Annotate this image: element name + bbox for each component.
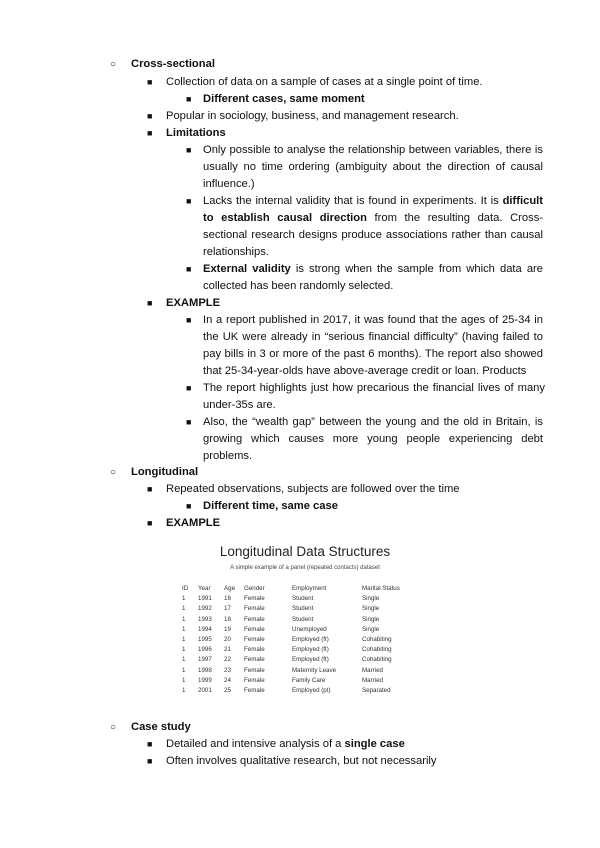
table-row xyxy=(182,676,404,686)
table-cell: Female xyxy=(244,656,265,664)
limitation-3: External validity is strong when the sample from which data are collected has been randomly selected. xyxy=(203,263,544,292)
figure-subtitle: A simple example of a panel (repeated contacts) dataset xyxy=(230,565,380,571)
table-cell: 21 xyxy=(224,646,231,654)
cross-definition: Collection of data on a sample of cases at a single point of time. xyxy=(166,76,483,88)
case-study-item-2: Often involves qualitative research, but not necessarily xyxy=(166,755,437,767)
table-cell: 1993 xyxy=(198,615,212,623)
table-cell: Separated xyxy=(362,687,391,695)
table-cell: Student xyxy=(292,615,314,623)
table-cell: 1 xyxy=(182,656,186,664)
table-cell: Employed (ft) xyxy=(292,646,329,654)
table-cell: 25 xyxy=(224,687,231,695)
heading-longitudinal: Longitudinal xyxy=(131,466,199,478)
longitudinal-definition: Repeated observations, subjects are followed over the time xyxy=(166,483,460,495)
table-cell: Female xyxy=(244,615,265,623)
square-bullet-icon: ■ xyxy=(147,518,153,528)
table-cell: Family Care xyxy=(292,676,326,684)
table-cell: Unemployed xyxy=(292,625,327,633)
square-bullet-icon: ■ xyxy=(186,417,192,427)
square-bullet-icon: ■ xyxy=(147,298,153,308)
table-cell: Student xyxy=(292,605,314,613)
table-cell: Employed (ft) xyxy=(292,636,329,644)
table-cell: 16 xyxy=(224,595,231,603)
table-cell: 1 xyxy=(182,595,186,603)
square-bullet-icon: ■ xyxy=(186,383,192,393)
square-bullet-icon: ■ xyxy=(186,501,192,511)
table-cell: 1 xyxy=(182,625,186,633)
limitation-2: Lacks the internal validity that is found in experiments. It is difficult to establish causal direction from the resulting data. Cross-sectional research designs produce associations rather than causal relationships. xyxy=(203,195,544,258)
case-study-item-1: Detailed and intensive analysis of a single case xyxy=(166,738,405,750)
table-cell: 22 xyxy=(224,656,231,664)
square-bullet-icon: ■ xyxy=(147,739,153,749)
table-cell: Employed (pt) xyxy=(292,687,331,695)
table-cell: Single xyxy=(362,615,380,623)
table-cell: 1 xyxy=(182,615,186,623)
longitudinal-data-figure xyxy=(180,540,430,708)
table-cell: 20 xyxy=(224,636,231,644)
square-bullet-icon: ■ xyxy=(186,145,192,155)
longitudinal-definition-sub: Different time, same case xyxy=(203,500,338,512)
table-cell: Cohabiting xyxy=(362,656,392,664)
cross-example-heading: EXAMPLE xyxy=(166,297,221,309)
table-cell: Female xyxy=(244,595,265,603)
table-cell: Cohabiting xyxy=(362,646,392,654)
heading-case-study: Case study xyxy=(131,721,191,733)
table-cell: Female xyxy=(244,625,265,633)
table-header-cell: Marital Status xyxy=(362,585,400,592)
table-header-cell: Age xyxy=(224,585,236,592)
table-cell: 2001 xyxy=(198,687,212,695)
table-cell: 1998 xyxy=(198,666,212,674)
table-row xyxy=(182,635,404,645)
table-cell: Female xyxy=(244,676,265,684)
square-bullet-icon: ■ xyxy=(147,111,153,121)
hollow-circle-bullet-icon: ○ xyxy=(110,59,117,70)
table-row xyxy=(182,625,404,635)
table-cell: 1 xyxy=(182,646,186,654)
table-cell: 1 xyxy=(182,676,186,684)
table-cell: 1 xyxy=(182,636,186,644)
table-cell: Single xyxy=(362,605,380,613)
example-2: The report highlights just how precarious the financial lives of many under-35s are. xyxy=(203,382,545,411)
table-row xyxy=(182,615,404,625)
table-cell: Female xyxy=(244,687,265,695)
table-header-cell: ID xyxy=(182,585,189,592)
table-cell: 1992 xyxy=(198,605,212,613)
table-row xyxy=(182,655,404,665)
table-cell: 24 xyxy=(224,676,231,684)
limitations-heading: Limitations xyxy=(166,127,226,139)
table-cell: Employed (ft) xyxy=(292,656,329,664)
hollow-circle-bullet-icon: ○ xyxy=(110,467,117,478)
figure-title: Longitudinal Data Structures xyxy=(219,544,391,559)
table-cell: Female xyxy=(244,636,265,644)
table-header-cell: Gender xyxy=(244,585,265,592)
table-cell: 1997 xyxy=(198,656,212,664)
table-cell: 1999 xyxy=(198,676,212,684)
cross-popular: Popular in sociology, business, and management research. xyxy=(166,110,459,122)
example-1: In a report published in 2017, it was found that the ages of 25-34 in the UK were already in “serious financial difficulty” (having failed to pay bills in 3 or more of the past 6 months). The report also showed that 25-34-year-olds have above-average credit or loan. Products xyxy=(203,314,543,377)
table-cell: 1996 xyxy=(198,646,212,654)
square-bullet-icon: ■ xyxy=(186,94,192,104)
table-cell: Single xyxy=(362,595,380,603)
table-cell: Maternity Leave xyxy=(292,666,337,674)
table-cell: Female xyxy=(244,666,265,674)
example-3: Also, the “wealth gap” between the young and the old in Britain, is growing which causes more young people experiencing debt problems. xyxy=(203,416,543,462)
table-cell: 1991 xyxy=(198,595,212,603)
table-row xyxy=(182,686,404,696)
table-row xyxy=(182,666,404,676)
table-header-cell: Employment xyxy=(292,585,327,592)
square-bullet-icon: ■ xyxy=(186,264,192,274)
limitation-1: Only possible to analyse the relationship between variables, there is usually no time ordering (ambiguity about the direction of causal influence.) xyxy=(203,144,543,190)
table-cell: Married xyxy=(362,676,383,684)
square-bullet-icon: ■ xyxy=(186,315,192,325)
table-cell: Married xyxy=(362,666,383,674)
longitudinal-example-heading: EXAMPLE xyxy=(166,517,221,529)
square-bullet-icon: ■ xyxy=(147,484,153,494)
square-bullet-icon: ■ xyxy=(147,128,153,138)
cross-definition-sub: Different cases, same moment xyxy=(203,93,365,105)
square-bullet-icon: ■ xyxy=(186,196,192,206)
longitudinal-data-table xyxy=(182,584,404,696)
table-cell: 19 xyxy=(224,625,231,633)
square-bullet-icon: ■ xyxy=(147,77,153,87)
table-header-row xyxy=(182,584,404,594)
table-row xyxy=(182,645,404,655)
table-cell: 18 xyxy=(224,615,231,623)
heading-cross-sectional: Cross-sectional xyxy=(131,58,215,70)
table-cell: 17 xyxy=(224,605,231,613)
table-cell: 1 xyxy=(182,605,186,613)
table-cell: Cohabiting xyxy=(362,636,392,644)
table-cell: 1 xyxy=(182,666,186,674)
table-cell: 23 xyxy=(224,666,231,674)
table-cell: Single xyxy=(362,625,380,633)
table-cell: Female xyxy=(244,646,265,654)
square-bullet-icon: ■ xyxy=(147,756,153,766)
hollow-circle-bullet-icon: ○ xyxy=(110,722,117,733)
table-row xyxy=(182,594,404,604)
table-cell: Student xyxy=(292,595,314,603)
table-row xyxy=(182,604,404,614)
table-cell: 1 xyxy=(182,687,186,695)
table-header-cell: Year xyxy=(198,585,211,592)
table-cell: 1994 xyxy=(198,625,212,633)
table-cell: Female xyxy=(244,605,265,613)
table-cell: 1995 xyxy=(198,636,212,644)
